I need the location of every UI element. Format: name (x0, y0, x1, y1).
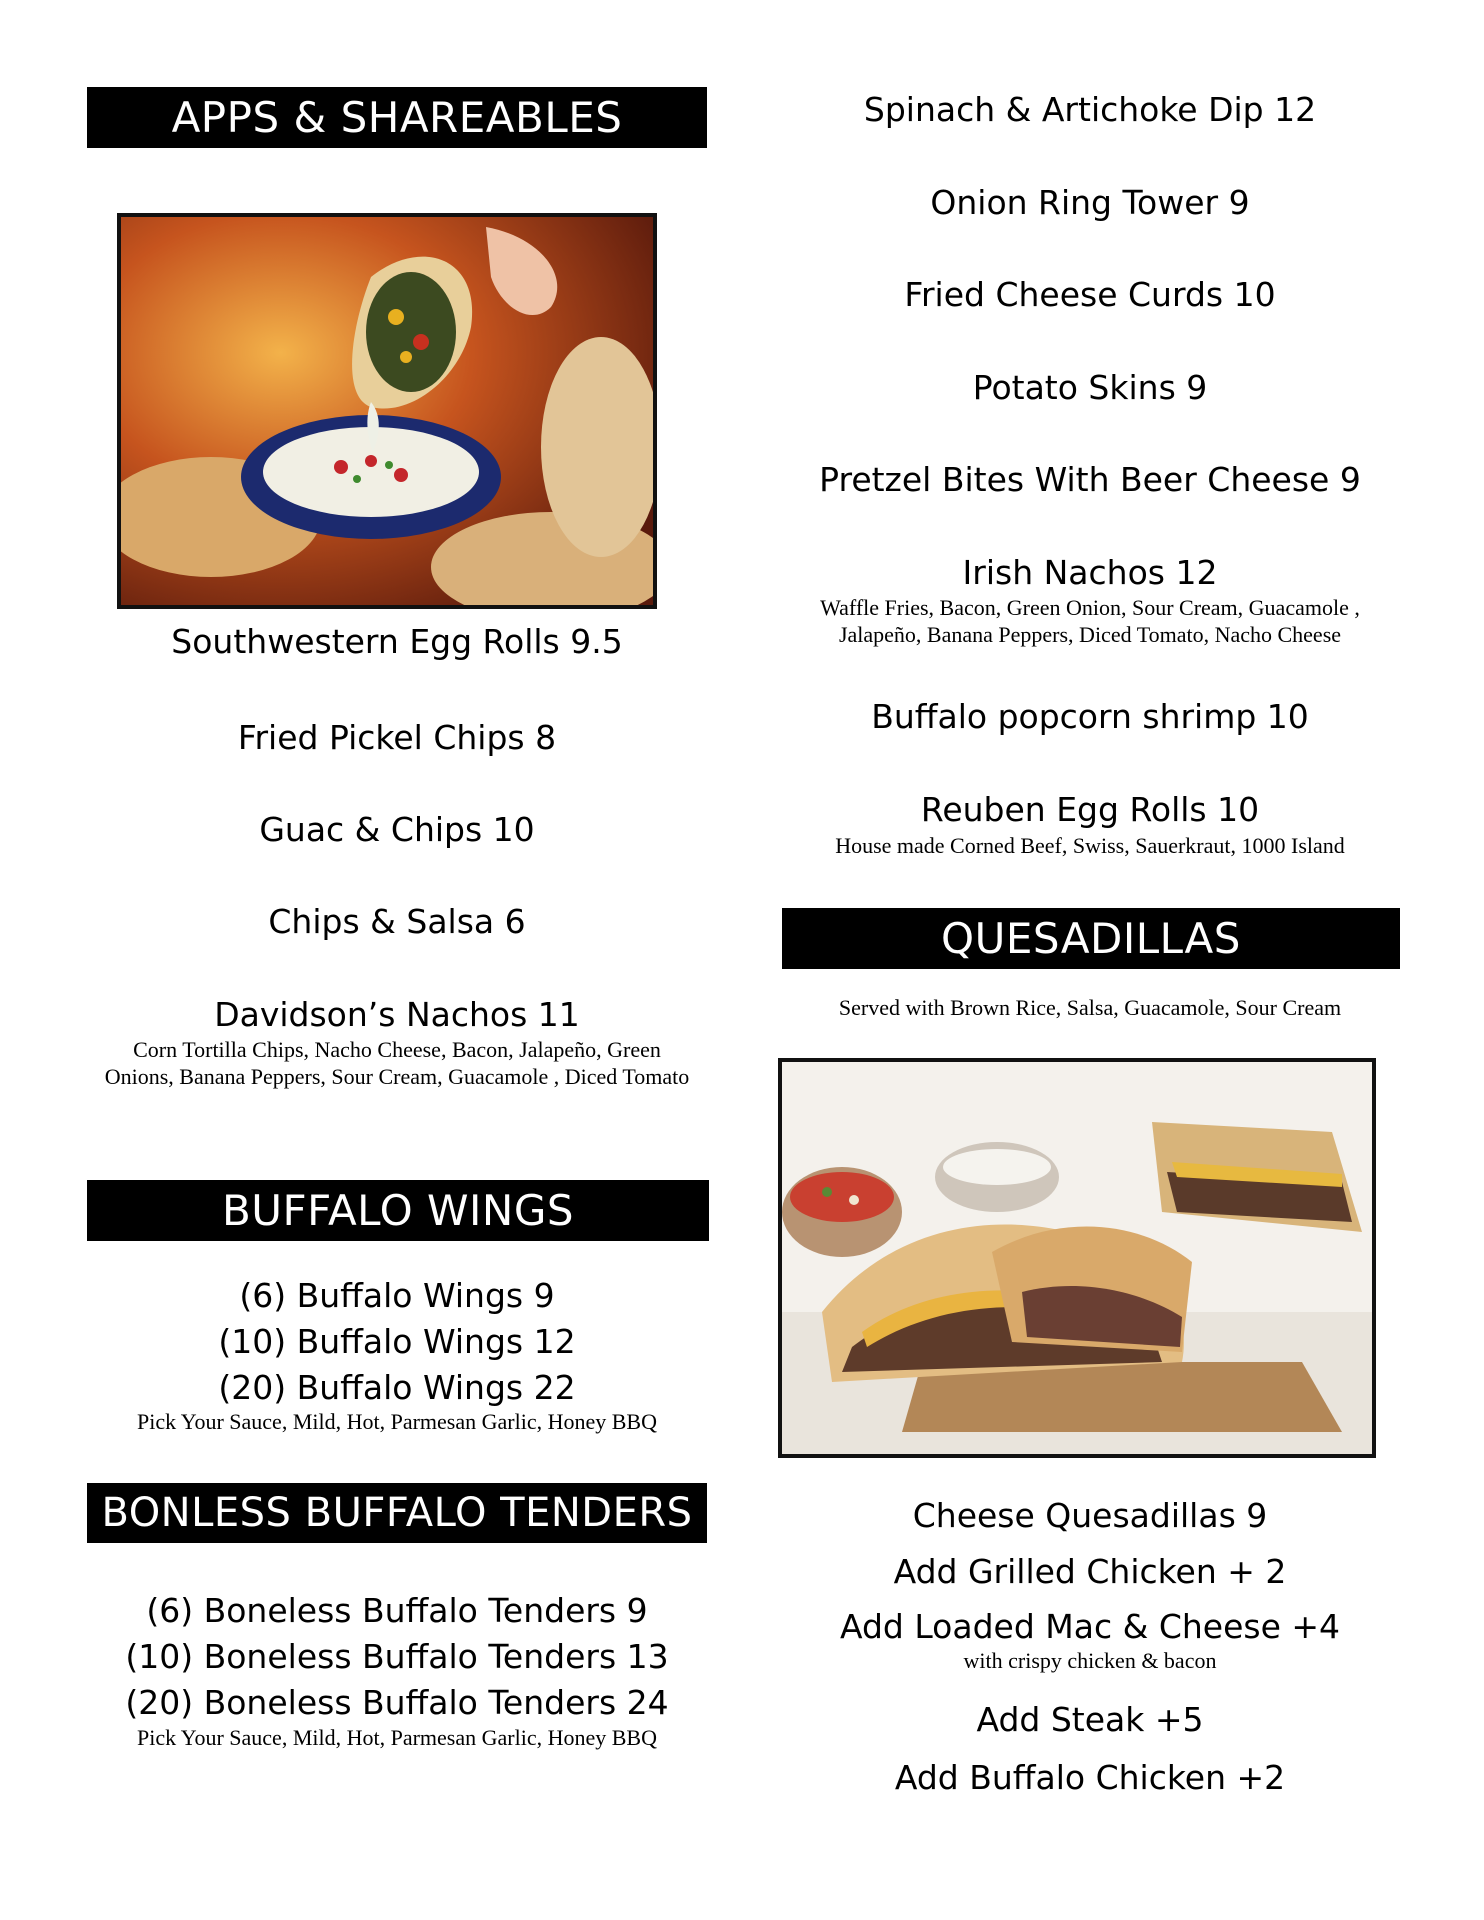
quesadilla-item-grilled-chicken: Add Grilled Chicken + 2 (893, 1552, 1287, 1591)
apps-item-buffalo-popcorn-shrimp: Buffalo popcorn shrimp 10 (871, 697, 1309, 736)
reuben-description: House made Corned Beef, Swiss, Sauerkraut, 1000 Island (835, 833, 1345, 858)
apps-item-fried-cheese-curds: Fried Cheese Curds 10 (904, 275, 1276, 314)
wings-item-10: (10) Buffalo Wings 12 (218, 1322, 576, 1361)
loaded-mac-description: with crispy chicken & bacon (963, 1648, 1217, 1673)
apps-item-fried-pickle-chips: Fried Pickel Chips 8 (237, 718, 557, 757)
tenders-item-6: (6) Boneless Buffalo Tenders 9 (146, 1591, 648, 1630)
apps-item-reuben-egg-rolls: Reuben Egg Rolls 10 (920, 790, 1260, 829)
quesadilla-item-loaded-mac: Add Loaded Mac & Cheese +4 (839, 1607, 1341, 1646)
wings-heading: BUFFALO WINGS (87, 1180, 709, 1241)
apps-heading: APPS & SHAREABLES (87, 87, 707, 148)
quesadillas-heading: QUESADILLAS (782, 908, 1400, 969)
apps-item-pretzel-bites: Pretzel Bites With Beer Cheese 9 (819, 460, 1361, 499)
quesadillas-subtitle: Served with Brown Rice, Salsa, Guacamole, Sour Cream (838, 995, 1342, 1020)
apps-item-davidsons-nachos: Davidson’s Nachos 11 (214, 995, 580, 1034)
tenders-item-10: (10) Boneless Buffalo Tenders 13 (125, 1637, 669, 1676)
quesadilla-item-buffalo-chicken: Add Buffalo Chicken +2 (894, 1758, 1286, 1797)
nachos-description: Corn Tortilla Chips, Nacho Cheese, Bacon, Jalapeño, Green Onions, Banana Peppers, Sour Cream, Guacamole , Diced Tomato (104, 1037, 690, 1089)
apps-item-guac-chips: Guac & Chips 10 (259, 810, 535, 849)
wings-item-20: (20) Buffalo Wings 22 (218, 1368, 576, 1407)
tenders-heading: BONLESS BUFFALO TENDERS (87, 1483, 707, 1543)
apps-item-southwestern-egg-rolls: Southwestern Egg Rolls 9.5 (171, 622, 623, 661)
apps-item-chips-salsa: Chips & Salsa 6 (268, 902, 526, 941)
tenders-sauce-description: Pick Your Sauce, Mild, Hot, Parmesan Garlic, Honey BBQ (136, 1725, 657, 1750)
apps-item-irish-nachos: Irish Nachos 12 (962, 553, 1218, 592)
wings-sauce-description: Pick Your Sauce, Mild, Hot, Parmesan Garlic, Honey BBQ (136, 1409, 657, 1434)
apps-item-onion-ring-tower: Onion Ring Tower 9 (930, 183, 1250, 222)
quesadilla-item-steak: Add Steak +5 (976, 1700, 1204, 1739)
quesadilla-photo (778, 1058, 1376, 1458)
quesadilla-item-cheese: Cheese Quesadillas 9 (912, 1496, 1268, 1535)
apps-item-potato-skins: Potato Skins 9 (972, 368, 1208, 407)
wings-item-6: (6) Buffalo Wings 9 (239, 1276, 555, 1315)
irish-nachos-description: Waffle Fries, Bacon, Green Onion, Sour Cream, Guacamole , Jalapeño, Banana Peppers, Diced Tomato, Nacho Cheese (820, 595, 1360, 647)
egg-rolls-photo (117, 213, 657, 609)
tenders-item-20: (20) Boneless Buffalo Tenders 24 (125, 1683, 669, 1722)
apps-item-spinach-artichoke-dip: Spinach & Artichoke Dip 12 (863, 90, 1317, 129)
